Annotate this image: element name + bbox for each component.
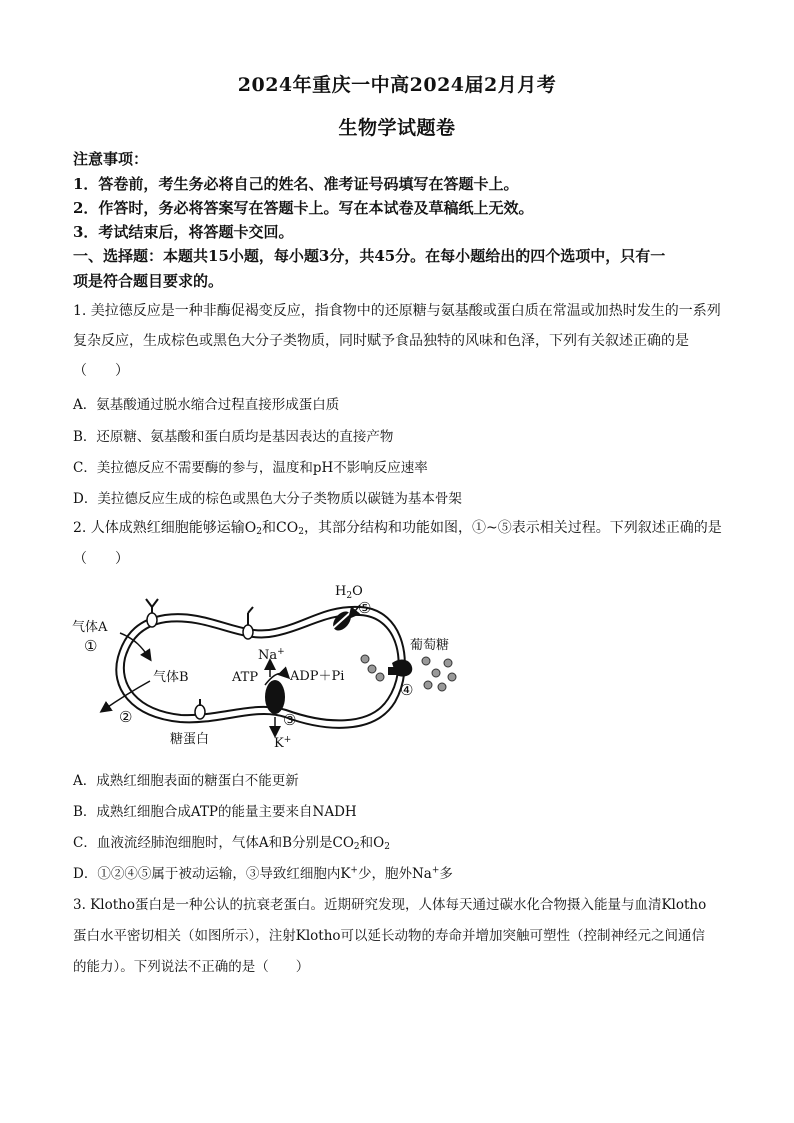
subscript: 2	[384, 842, 390, 852]
section-heading: 一、选择题：本题共15小题，每小题3分，共45分。在每小题给出的四个选项中，只有一	[73, 247, 666, 265]
q2-option-c-text: C．血液流经肺泡细胞时，气体A和B分别是CO	[73, 835, 354, 851]
notes-item: 1．答卷前，考生务必将自己的姓名、准考证号码填写在答题卡上。	[73, 175, 519, 193]
red-blood-cell-diagram	[70, 577, 470, 752]
q2-stem-a: 2. 人体成熟红细胞能够运输O	[73, 520, 257, 536]
q2-answer-blank: （ ）	[73, 551, 129, 567]
process-4-label: ④	[400, 681, 414, 699]
q2-option-d	[73, 862, 453, 882]
h2o-label: $H_2O$	[335, 584, 363, 601]
q2-stem-c: ，其部分结构和功能如图，①~⑤表示相关过程。下列叙述正确的是	[303, 520, 722, 536]
process-2-label: ②	[119, 708, 133, 726]
process-5-label: ⑤	[358, 599, 372, 617]
q1-option-a: A．氨基酸通过脱水缩合过程直接形成蛋白质	[73, 397, 340, 413]
k-label: K+	[274, 735, 292, 751]
subscript: 2	[353, 842, 360, 852]
q1-stem: 复杂反应，生成棕色或黑色大分子类物质，同时赋予食品独特的风味和色泽，下列有关叙述正确的是	[73, 333, 689, 349]
notes-item: 2．作答时，务必将答案写在答题卡上。写在本试卷及草稿纸上无效。	[73, 199, 534, 217]
q2-option-d-text: D．①②④⑤属于被动运输，③导致红细胞内K	[73, 866, 351, 882]
q2-stem	[73, 517, 722, 537]
glucose-label: 葡萄糖	[410, 638, 450, 653]
q2-option-d-text: 多	[439, 866, 453, 882]
notes-item: 3．考试结束后，将答题卡交回。	[73, 223, 294, 241]
glycoprotein-label: 糖蛋白	[170, 732, 210, 747]
q1-option-d: D．美拉德反应生成的棕色或黑色大分子类物质以碳链为基本骨架	[73, 491, 462, 507]
q1-option-b: B．还原糖、氨基酸和蛋白质均是基因表达的直接产物	[73, 429, 394, 445]
q2-option-c-text: 和O	[359, 835, 385, 851]
gas-b-arrow	[102, 681, 150, 711]
glycoprotein-icon	[195, 699, 205, 719]
q1-answer-blank: （ ）	[73, 363, 129, 379]
process-3-label: ③	[283, 711, 297, 729]
process-1-label: ①	[84, 637, 98, 655]
q3-stem: 3. Klotho蛋白是一种公认的抗衰老蛋白。近期研究发现，人体每天通过碳水化合物摄入能量与血清Klotho	[73, 897, 707, 913]
subscript: 2	[298, 527, 304, 537]
q3-stem: 蛋白水平密切相关（如图所示），注射Klotho可以延长动物的寿命并增加突触可塑性（控制神经元之间通信	[73, 928, 706, 944]
glucose-transporter-icon	[388, 660, 412, 677]
q2-option-b: B．成熟红细胞合成ATP的能量主要来自NADH	[73, 804, 357, 820]
q2-stem-b: 和CO	[262, 520, 299, 536]
water-channel-icon	[330, 608, 355, 634]
section-heading-cont: 项是符合题目要求的。	[73, 272, 224, 290]
exam-title: 2024年重庆一中高2024届2月月考	[237, 74, 557, 96]
superscript: +	[431, 865, 440, 876]
adp-pi-label: ADP＋Pi	[290, 669, 345, 684]
glycoprotein-icon	[243, 607, 253, 639]
q2-option-c	[73, 831, 390, 852]
sodium-potassium-pump-icon	[265, 680, 285, 714]
superscript: +	[350, 865, 358, 876]
q3-stem: 的能力）。下列说法不正确的是（ ）	[73, 959, 310, 975]
gas-b-label: 气体B	[153, 670, 189, 685]
exam-subtitle: 生物学试题卷	[338, 117, 456, 139]
q2-option-d-text: 少，胞外Na	[357, 866, 432, 882]
notes-heading: 注意事项：	[73, 150, 149, 168]
glycoprotein-icon	[146, 599, 158, 627]
atp-label: ATP	[232, 670, 259, 685]
gas-a-label: 气体A	[72, 620, 108, 635]
na-label: Na+	[258, 647, 285, 663]
subscript: 2	[256, 527, 263, 537]
q1-stem: 1. 美拉德反应是一种非酶促褐变反应，指食物中的还原糖与氨基酸或蛋白质在常温或加热时发生的一系列	[73, 303, 721, 319]
q2-option-a: A．成熟红细胞表面的糖蛋白不能更新	[73, 773, 299, 789]
q1-option-c: C．美拉德反应不需要酶的参与，温度和pH不影响反应速率	[73, 460, 428, 476]
